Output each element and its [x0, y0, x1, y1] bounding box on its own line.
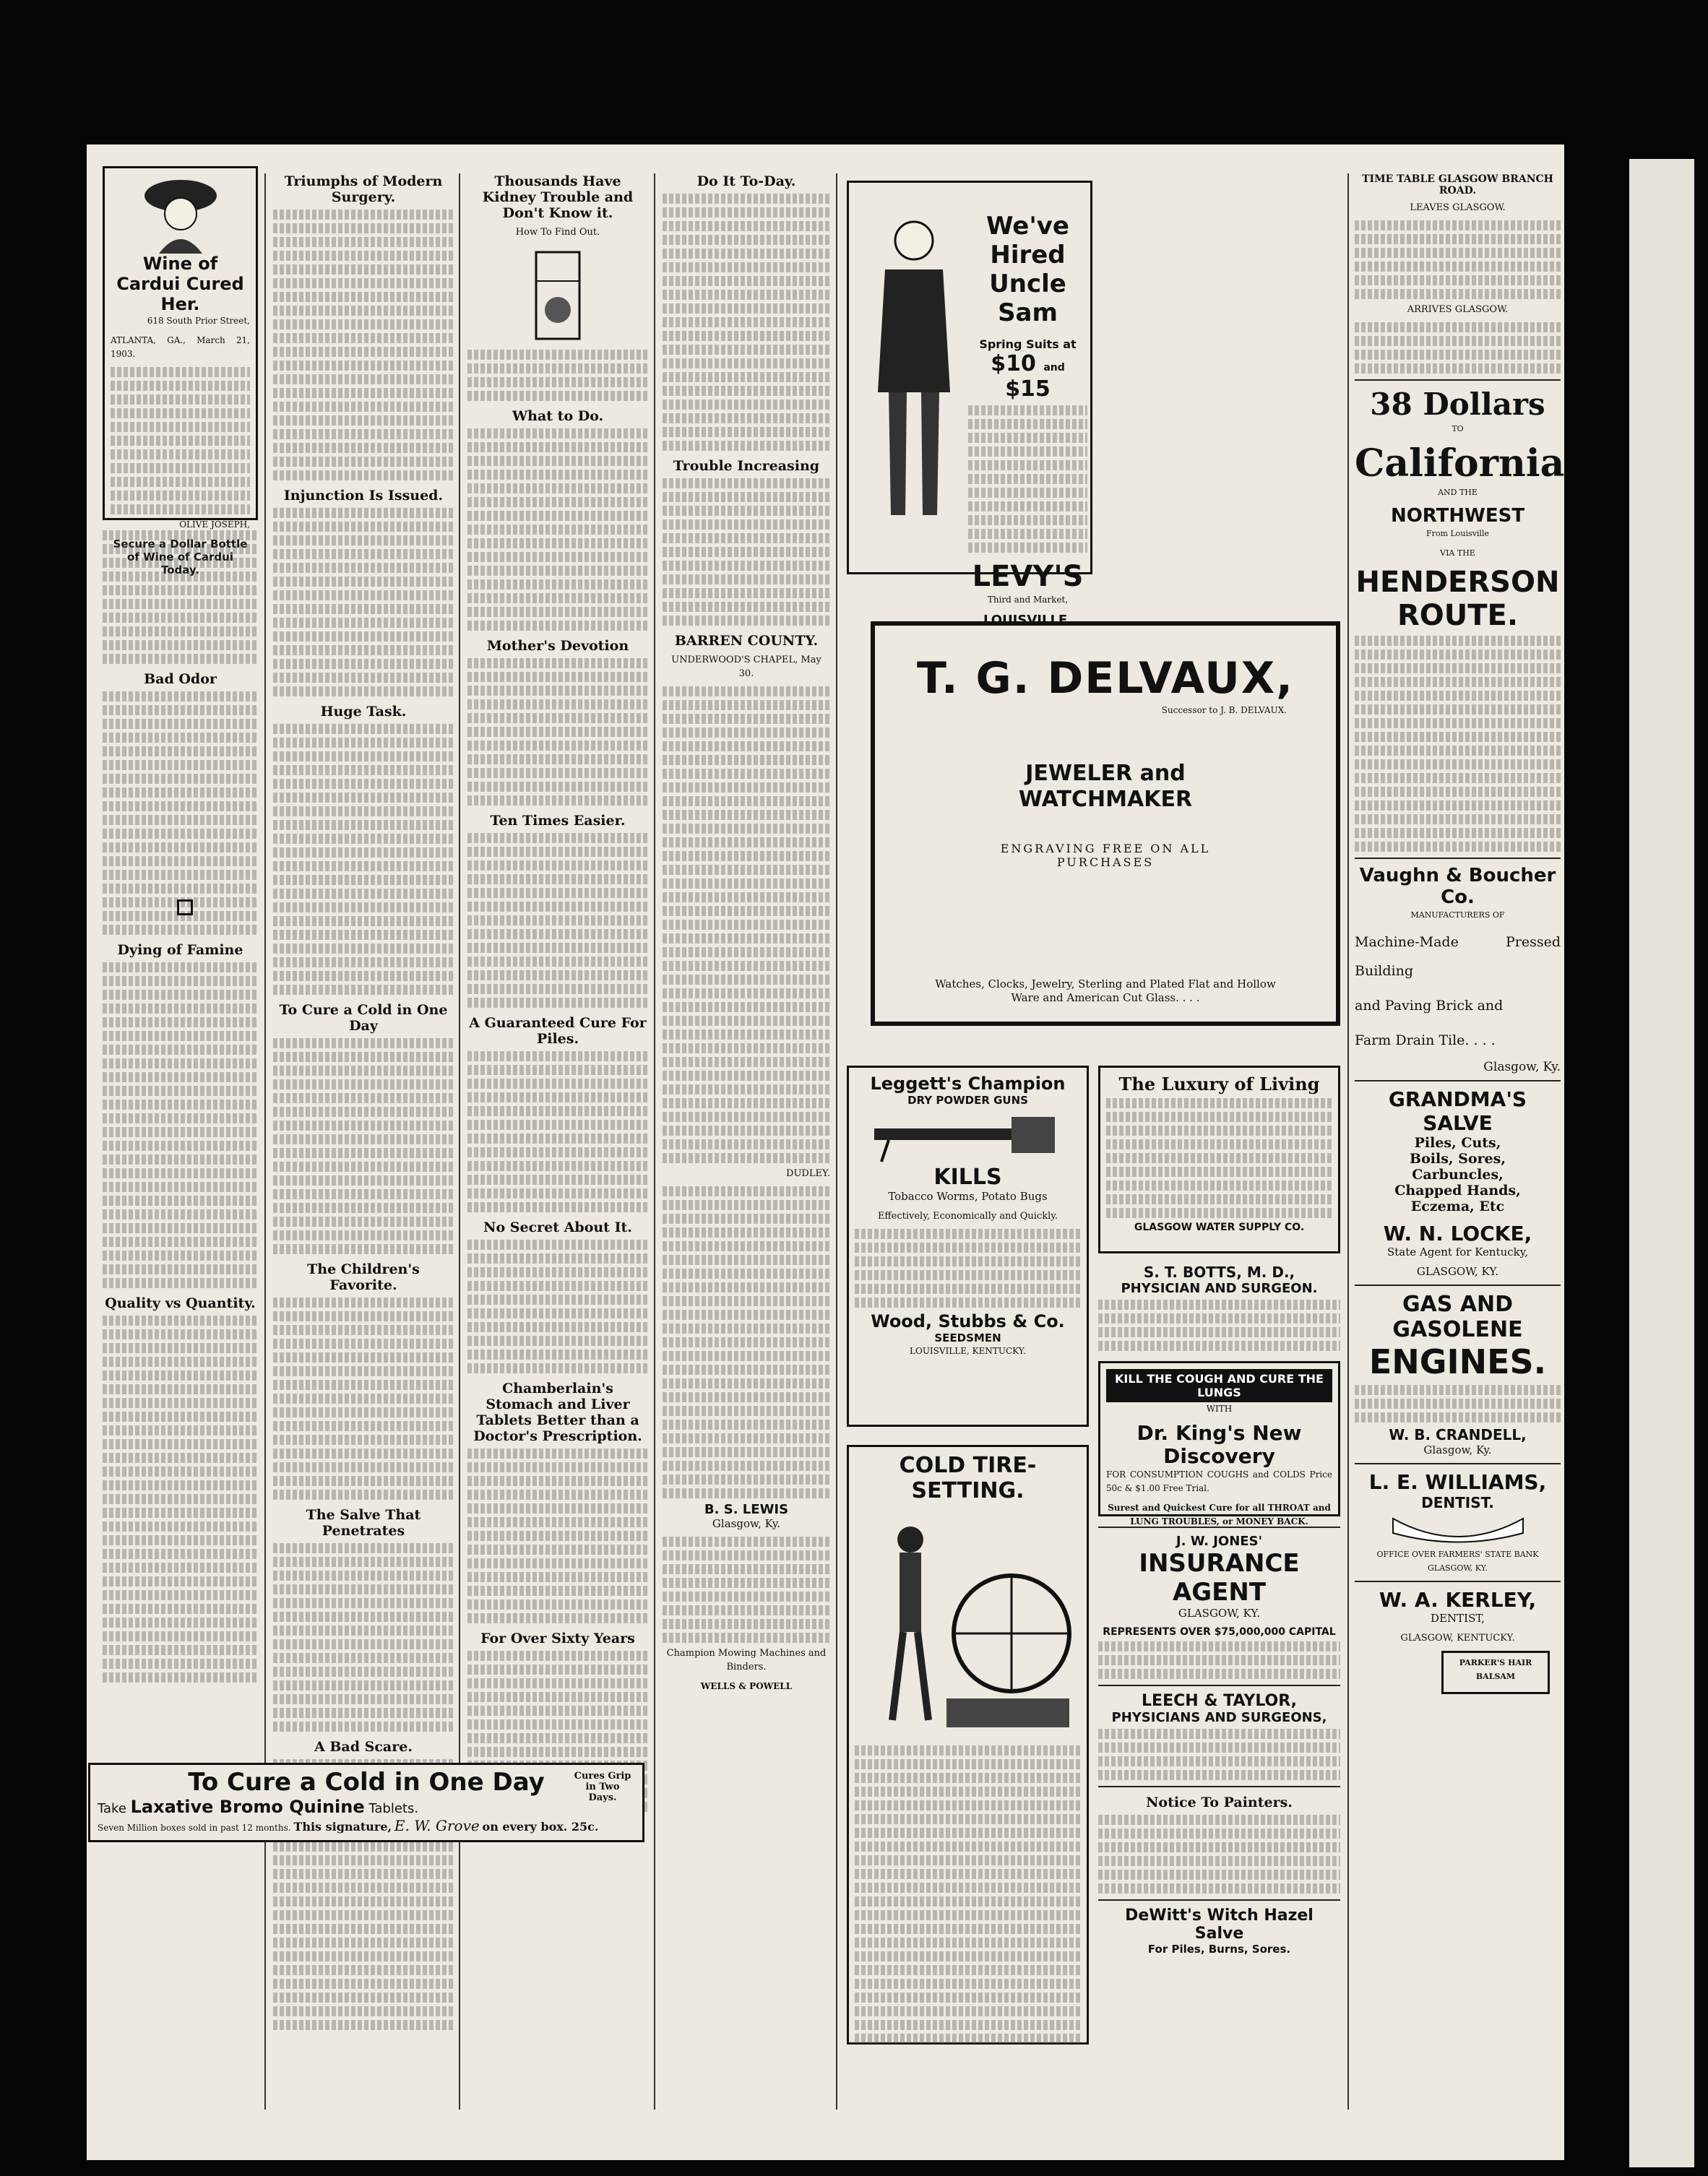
calif-from: From Louisville — [1426, 529, 1489, 538]
parker-ad — [1441, 1651, 1550, 1694]
headline-trouble: Trouble Increasing — [673, 458, 820, 474]
calif-to: TO — [1452, 424, 1464, 433]
grandma-l1: Piles, Cuts, — [1414, 1135, 1501, 1151]
luxury-footer: GLASGOW WATER SUPPLY CO. — [1134, 1222, 1305, 1233]
ads-column-5 — [1098, 1066, 1340, 1956]
calif-via: VIA THE — [1440, 548, 1475, 558]
grandma-l3: Carbuncles, — [1412, 1167, 1504, 1183]
adjacent-page-edge — [1629, 159, 1694, 2167]
headline-childrens-favorite: The Children's Favorite. — [307, 1261, 420, 1293]
levy-headline: We've Hired Uncle Sam — [986, 212, 1069, 327]
levy-address: Third and Market, — [987, 595, 1069, 605]
levy-spring: Spring Suits at — [979, 337, 1077, 351]
column-3 — [467, 166, 648, 1816]
column-2 — [273, 166, 454, 2034]
gas-name: W. B. CRANDELL, — [1389, 1426, 1527, 1443]
headline-cold-one-day: To Cure a Cold in One Day — [279, 1002, 448, 1034]
bromo-line2 — [98, 1797, 635, 1817]
king-line1: KILL THE COUGH AND CURE THE LUNGS — [1106, 1369, 1332, 1402]
bromo-seven: Seven Million boxes sold in past 12 months. — [98, 1823, 291, 1833]
rail-arrives: ARRIVES GLASGOW. — [1407, 304, 1509, 315]
grandma-locke: W. N. LOCKE, — [1383, 1222, 1532, 1245]
dateline-underwood: UNDERWOOD'S CHAPEL, May 30. — [671, 655, 821, 679]
leggett-subtitle: DRY POWDER GUNS — [907, 1094, 1028, 1107]
uncle-sam-figure-icon — [863, 212, 965, 522]
parker-title: PARKER'S HAIR BALSAM — [1459, 1658, 1532, 1681]
leggett-kills: KILLS — [933, 1165, 1002, 1190]
bromo-signature-script: E. W. Grove — [394, 1817, 480, 1834]
grandma-l2: Boils, Sores, — [1410, 1151, 1506, 1167]
gas-l2: GASOLENE — [1392, 1317, 1523, 1342]
grandma-title: GRANDMA'S SALVE — [1388, 1087, 1527, 1135]
dewitt-subtitle: For Piles, Burns, Sores. — [1147, 1943, 1291, 1956]
dewitt-title: DeWitt's Witch Hazel Salve — [1125, 1907, 1314, 1943]
king-consumption: CONSUMPTION COUGHS and COLDS — [1129, 1469, 1306, 1480]
kerley-place: GLASGOW, KENTUCKY. — [1400, 1633, 1515, 1644]
headline-chamberlain: Chamberlain's Stomach and Liver Tablets Better than a Doctor's Prescription. — [473, 1381, 642, 1444]
leggett-title: Leggett's Champion — [870, 1074, 1066, 1094]
bromo-on-every: on every box. 25c. — [482, 1820, 599, 1834]
dr-king-ad — [1098, 1361, 1340, 1527]
williams-office: OFFICE OVER FARMERS' STATE BANK GLASGOW, KY. — [1376, 1550, 1539, 1573]
column-rule — [654, 173, 655, 2110]
vaughn-name: Vaughn & Boucher Co. — [1359, 865, 1556, 908]
headline-piles: A Guaranteed Cure For Piles. — [469, 1015, 647, 1047]
cardui-headline: Wine of Cardui Cured Her. — [116, 254, 244, 314]
column-1 — [103, 166, 258, 1686]
levy-ad — [847, 181, 1092, 628]
powder-gun-icon — [867, 1107, 1069, 1165]
bromo-take: Take — [98, 1801, 126, 1816]
king-with: WITH — [1206, 1404, 1233, 1414]
vaughn-place: Glasgow, Ky. — [1483, 1060, 1561, 1074]
delvaux-watches: Watches, Clocks, Jewelry, Sterling and Plated Flat and Hollow Ware and American Cut Glass. . . . — [935, 977, 1276, 1004]
jones-place: GLASGOW, KY. — [1178, 1607, 1261, 1620]
gas-l3: ENGINES. — [1368, 1342, 1547, 1381]
headline-mothers-devotion: Mother's Devotion — [486, 638, 629, 654]
wells-powell: WELLS & POWELL — [700, 1681, 793, 1691]
delvaux-ad — [871, 621, 1340, 1026]
leggett-seedsmen: SEEDSMEN — [934, 1331, 1001, 1344]
cardui-signature: OLIVE JOSEPH, — [179, 519, 250, 530]
calif-dollars: 38 Dollars — [1370, 387, 1545, 422]
delvaux-name: T. G. DELVAUX, — [917, 653, 1294, 704]
bromo-sig: This signature, — [293, 1820, 392, 1834]
column-right — [1355, 166, 1565, 1694]
headline-injunction: Injunction Is Issued. — [283, 488, 444, 504]
leech-subtitle: PHYSICIANS AND SURGEONS, — [1111, 1710, 1327, 1725]
king-price: Price 50c & $1.00 Free Trial. — [1106, 1469, 1332, 1493]
calif-state: California — [1355, 441, 1565, 485]
column-rule — [1347, 173, 1349, 2110]
cardui-address: 618 South Prior Street, — [147, 316, 250, 326]
bromo-cures: Cures Grip in Two Days. — [574, 1771, 631, 1803]
levy-name: LEVY'S — [972, 560, 1084, 593]
headline-ten-times: Ten Times Easier. — [490, 813, 626, 829]
leggett-ad — [847, 1066, 1089, 1427]
cardui-footer: Secure a Dollar Bottle of Wine of Cardui Today. — [113, 537, 248, 577]
subhead-how-to-find-out: How To Find Out. — [515, 227, 600, 238]
bromo-name: Laxative Bromo Quinine — [130, 1797, 365, 1817]
headline-bad-odor: Bad Odor — [144, 671, 217, 687]
levy-and: and — [1043, 362, 1065, 374]
leggett-company: Wood, Stubbs & Co. — [871, 1311, 1065, 1331]
vaughn-mfr: MANUFACTURERS OF — [1410, 910, 1505, 920]
grandma-l5: Eczema, Etc — [1410, 1199, 1505, 1214]
kerley-name: W. A. KERLEY, — [1379, 1588, 1537, 1612]
teeth-icon — [1386, 1511, 1530, 1547]
headline-salve: The Salve That Penetrates — [306, 1507, 421, 1539]
king-name: Dr. King's New Discovery — [1136, 1421, 1302, 1468]
jones-title: INSURANCE AGENT — [1139, 1549, 1300, 1607]
king-surest: Surest and Quickest Cure for all THROAT and LUNG TROUBLES, or MONEY BACK. — [1108, 1503, 1331, 1527]
grandma-agent: State Agent for Kentucky, — [1387, 1245, 1528, 1258]
headline-dying-of-famine: Dying of Famine — [117, 942, 243, 958]
cold-tire-ad — [847, 1445, 1089, 2045]
headline-no-secret: No Secret About It. — [483, 1219, 632, 1235]
column-4 — [663, 166, 830, 1699]
champion-binders: Champion Mowing Machines and Binders. — [666, 1648, 827, 1672]
calif-and: AND THE — [1438, 488, 1478, 497]
delvaux-successor: Successor to J. B. DELVAUX. — [1161, 705, 1287, 715]
calif-route2: ROUTE. — [1397, 599, 1519, 632]
cardui-dateline: ATLANTA, GA., March 21, 1903. — [111, 335, 250, 359]
leggett-location: LOUISVILLE, KENTUCKY. — [910, 1346, 1026, 1356]
woman-portrait-icon — [137, 174, 224, 254]
grandma-place: GLASGOW, KY. — [1416, 1265, 1499, 1278]
rail-leaves: LEAVES GLASGOW. — [1410, 202, 1506, 213]
headline-bad-scare: A Bad Scare. — [314, 1739, 413, 1755]
leggett-effectively: Effectively, Economically and Quickly. — [877, 1211, 1058, 1222]
kidney-jar-illustration-icon — [514, 245, 601, 346]
levy-price-10: $10 — [991, 351, 1036, 376]
gas-l1: GAS AND — [1402, 1292, 1514, 1317]
dateline-dudley: DUDLEY. — [786, 1168, 830, 1179]
lewis-name: B. S. LEWIS — [704, 1502, 789, 1517]
rail-title: TIME TABLE GLASGOW BRANCH ROAD. — [1362, 173, 1553, 197]
vaughn-l2: and Paving Brick and — [1355, 998, 1504, 1014]
leech-title: LEECH & TAYLOR, — [1142, 1692, 1297, 1710]
kerley-title: DENTIST, — [1431, 1612, 1485, 1625]
newspaper-page — [87, 144, 1564, 2160]
williams-name: L. E. WILLIAMS, — [1368, 1470, 1547, 1494]
headline-sixty-years: For Over Sixty Years — [480, 1631, 635, 1646]
jones-represents: REPRESENTS OVER $75,000,000 CAPITAL — [1103, 1626, 1336, 1638]
bromo-wrap — [87, 2120, 831, 2160]
williams-title: DENTIST. — [1421, 1494, 1494, 1511]
luxury-title: The Luxury of Living — [1118, 1074, 1320, 1095]
headline-what-to-do: What to Do. — [512, 408, 604, 424]
king-for: FOR — [1106, 1469, 1126, 1480]
lewis-place: Glasgow, Ky. — [712, 1517, 781, 1530]
bromo-line3 — [98, 1817, 635, 1834]
king-for-row — [1106, 1468, 1332, 1495]
delvaux-engraving: ENGRAVING FREE ON ALL PURCHASES — [1000, 842, 1211, 869]
levy-price-15: $15 — [1005, 376, 1051, 402]
jones-name: J. W. JONES' — [1176, 1534, 1263, 1549]
headline-barren-county: BARREN COUNTY. — [674, 633, 819, 649]
spacer — [177, 899, 193, 915]
botts-title: PHYSICIAN AND SURGEON. — [1121, 1281, 1318, 1296]
gas-place: Glasgow, Ky. — [1423, 1443, 1492, 1456]
bromo-tablets: Tablets. — [368, 1801, 419, 1816]
column-rule — [836, 173, 837, 2110]
delvaux-jeweler: JEWELER and WATCHMAKER — [1018, 761, 1193, 812]
vaughn-l3: Farm Drain Tile. . . . — [1355, 1032, 1496, 1048]
cold-tire-title: COLD TIRE-SETTING. — [899, 1453, 1037, 1503]
cardui-ad — [103, 166, 258, 577]
levy-text — [968, 212, 1087, 628]
vaughn-l1: Machine-Made Pressed Building — [1355, 934, 1561, 979]
botts-name: S. T. BOTTS, M. D., — [1143, 1264, 1295, 1281]
headline-huge-task: Huge Task. — [320, 704, 407, 720]
calif-northwest: NORTHWEST — [1390, 505, 1525, 527]
tire-setting-machine-icon — [860, 1503, 1077, 1742]
bromo-quinine-ad — [88, 1763, 644, 1842]
leggett-kills-what: Tobacco Worms, Potato Bugs — [888, 1190, 1048, 1203]
bromo-line1: To Cure a Cold in One Day — [188, 1768, 545, 1797]
calif-route1: HENDERSON — [1355, 566, 1560, 599]
headline-kidney: Thousands Have Kidney Trouble and Don't Know it. — [482, 173, 634, 221]
luxury-ad — [1098, 1066, 1340, 1253]
headline-do-it-today: Do It To-Day. — [696, 173, 796, 189]
levy-prices — [968, 351, 1087, 402]
headline-quality: Quality vs Quantity. — [105, 1295, 256, 1311]
painters-title: Notice To Painters. — [1146, 1795, 1293, 1810]
grandma-l4: Chapped Hands, — [1394, 1183, 1521, 1199]
headline-triumphs: Triumphs of Modern Surgery. — [284, 173, 443, 205]
levy-city: LOUISVILLE. — [983, 613, 1073, 628]
